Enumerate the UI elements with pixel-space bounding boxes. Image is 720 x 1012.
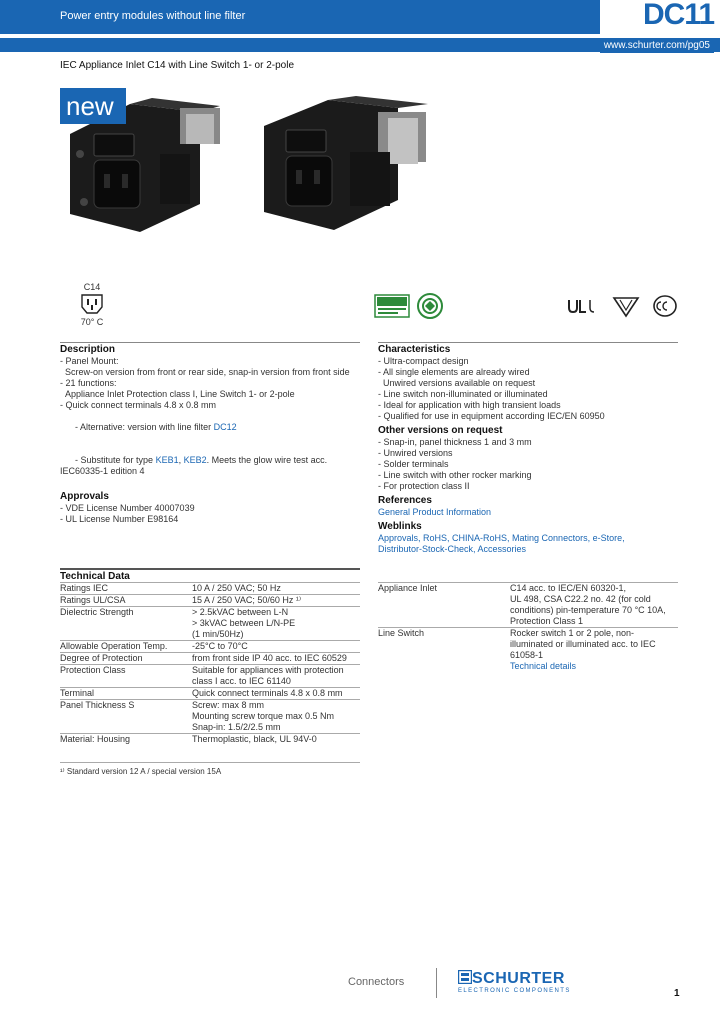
keb2-link[interactable]: KEB2 bbox=[183, 455, 207, 465]
spec-key: Ratings IEC bbox=[60, 583, 192, 595]
c14-label: C14 bbox=[83, 282, 101, 292]
other-versions-heading: Other versions on request bbox=[378, 425, 503, 436]
brand-name: SCHURTER bbox=[472, 970, 565, 987]
list-item: - UL License Number E98164 bbox=[60, 514, 179, 524]
characteristics-heading: Characteristics bbox=[378, 342, 678, 355]
spec-key: Ratings UL/CSA bbox=[60, 595, 192, 607]
spec-key: Line Switch bbox=[378, 628, 510, 673]
footer bbox=[0, 966, 720, 1006]
approvals-heading: Approvals bbox=[60, 491, 109, 502]
spec-key: Degree of Protection bbox=[60, 653, 192, 665]
spec-key: Material: Housing bbox=[60, 734, 192, 746]
brand-logo bbox=[458, 970, 565, 988]
technical-data-table-right bbox=[378, 582, 678, 672]
footer-divider bbox=[436, 968, 437, 998]
subst-sep: , bbox=[178, 455, 184, 465]
list-item: - Panel Mount: bbox=[60, 356, 119, 366]
table-row bbox=[60, 665, 360, 688]
list-item: Screw-on version from front or rear side, snap-in version from front side bbox=[60, 367, 350, 377]
page-number: 1 bbox=[674, 988, 680, 999]
china-rohs-icon bbox=[416, 292, 444, 325]
rohs-icon bbox=[374, 294, 410, 323]
header-bar bbox=[0, 0, 720, 40]
spec-value: C14 acc. to IEC/EN 60320-1, UL 498, CSA C22.2 no. 42 (for cold conditions) pin-temperature 70 °C 10A, Protection Class 1 bbox=[510, 583, 678, 628]
series-code: DC11 bbox=[642, 0, 714, 31]
keb1-link[interactable]: KEB1 bbox=[155, 455, 179, 465]
list-item: Unwired versions available on request bbox=[378, 378, 536, 388]
list-item: - Unwired versions bbox=[378, 448, 453, 458]
dc12-link[interactable]: DC12 bbox=[213, 422, 237, 432]
references-heading: References bbox=[378, 495, 432, 506]
spec-value: Screw: max 8 mm Mounting screw torque max 0.5 Nm Snap-in: 1.5/2/2.5 mm bbox=[192, 700, 360, 734]
spec-key: Panel Thickness S bbox=[60, 700, 192, 734]
spec-value: -25°C to 70°C bbox=[192, 641, 360, 653]
left-column bbox=[60, 342, 360, 525]
website-link[interactable]: www.schurter.com/pg05 bbox=[600, 38, 714, 53]
weblinks-heading: Weblinks bbox=[378, 521, 422, 532]
weblinks-line-1[interactable]: Approvals, RoHS, CHINA-RoHS, Mating Connectors, e-Store, bbox=[378, 533, 625, 543]
spec-value: from front side IP 40 acc. to IEC 60529 bbox=[192, 653, 360, 665]
spec-key: Terminal bbox=[60, 688, 192, 700]
subst-prefix: - Substitute for type bbox=[75, 455, 156, 465]
schurter-logo-icon bbox=[458, 970, 472, 984]
list-item: - For protection class II bbox=[378, 481, 470, 491]
list-item: - Ultra-compact design bbox=[378, 356, 469, 366]
technical-data-heading: Technical Data bbox=[60, 568, 360, 582]
list-item: - Qualified for use in equipment according IEC/EN 60950 bbox=[378, 411, 605, 421]
right-column bbox=[378, 342, 678, 555]
list-item: - All single elements are already wired bbox=[378, 367, 530, 377]
table-row bbox=[60, 607, 360, 641]
list-item-alternative bbox=[60, 411, 360, 444]
table-row bbox=[378, 583, 678, 628]
technical-data-table-left bbox=[60, 582, 360, 745]
description-heading: Description bbox=[60, 342, 360, 355]
subst-suffix: . Meets the glow wire test acc. IEC60335-1 edition 4 bbox=[60, 455, 330, 476]
list-item: - 21 functions: bbox=[60, 378, 117, 388]
table-row bbox=[378, 628, 678, 673]
description-list bbox=[60, 356, 360, 488]
technical-details-link[interactable]: Technical details bbox=[510, 661, 577, 671]
list-item: - Quick connect terminals 4.8 x 0.8 mm bbox=[60, 400, 217, 410]
footnote: ¹⁾ Standard version 12 A / special version 15A bbox=[60, 762, 360, 776]
table-row bbox=[60, 595, 360, 607]
list-item: - Line switch non-illuminated or illuminated bbox=[378, 389, 548, 399]
spec-key: Appliance Inlet bbox=[378, 583, 510, 628]
inlet-outline-icon bbox=[79, 293, 105, 315]
table-row bbox=[60, 700, 360, 734]
spec-value: 15 A / 250 VAC; 50/60 Hz ¹⁾ bbox=[192, 595, 360, 607]
spec-value: Quick connect terminals 4.8 x 0.8 mm bbox=[192, 688, 360, 700]
c14-temp: 70° C bbox=[80, 317, 104, 327]
page-subtitle: IEC Appliance Inlet C14 with Line Switch 1- or 2-pole bbox=[60, 60, 295, 71]
spec-key: Allowable Operation Temp. bbox=[60, 641, 192, 653]
vde-icon bbox=[610, 294, 642, 323]
list-item: - Line switch with other rocker marking bbox=[378, 470, 532, 480]
brand-subtitle: ELECTRONIC COMPONENTS bbox=[458, 988, 571, 994]
spec-value-cell bbox=[510, 628, 678, 673]
ccc-icon bbox=[652, 294, 678, 323]
spec-value: 10 A / 250 VAC; 50 Hz bbox=[192, 583, 360, 595]
table-row bbox=[60, 653, 360, 665]
ul-recognized-icon bbox=[566, 296, 598, 321]
list-item: - Solder terminals bbox=[378, 459, 449, 469]
table-row bbox=[60, 688, 360, 700]
general-info-link[interactable]: General Product Information bbox=[378, 507, 492, 517]
spec-key: Dielectric Strength bbox=[60, 607, 192, 641]
alt-prefix: - Alternative: version with line filter bbox=[75, 422, 214, 432]
weblinks-line-2[interactable]: Distributor-Stock-Check, Accessories bbox=[378, 544, 527, 554]
footer-category: Connectors bbox=[348, 976, 405, 988]
header-title: Power entry modules without line filter bbox=[60, 10, 246, 22]
c14-symbol bbox=[72, 282, 112, 327]
spec-value: Rocker switch 1 or 2 pole, non-illuminated or illuminated acc. to IEC 61058-1 bbox=[510, 628, 656, 660]
list-item: - VDE License Number 40007039 bbox=[60, 503, 195, 513]
spec-value: Thermoplastic, black, UL 94V-0 bbox=[192, 734, 360, 746]
table-row bbox=[60, 734, 360, 746]
list-item: - Ideal for application with high transient loads bbox=[378, 400, 561, 410]
list-item-substitute bbox=[60, 444, 360, 488]
spec-value: Suitable for appliances with protection class I acc. to IEC 61140 bbox=[192, 665, 360, 688]
list-item: - Snap-in, panel thickness 1 and 3 mm bbox=[378, 437, 532, 447]
spec-value: > 2.5kVAC between L-N > 3kVAC between L/N-PE (1 min/50Hz) bbox=[192, 607, 360, 641]
table-row bbox=[60, 583, 360, 595]
table-row bbox=[60, 641, 360, 653]
new-badge: new bbox=[60, 88, 126, 124]
product-image-angled bbox=[258, 96, 448, 232]
spec-key: Protection Class bbox=[60, 665, 192, 688]
list-item: Appliance Inlet Protection class I, Line Switch 1- or 2-pole bbox=[60, 389, 295, 399]
